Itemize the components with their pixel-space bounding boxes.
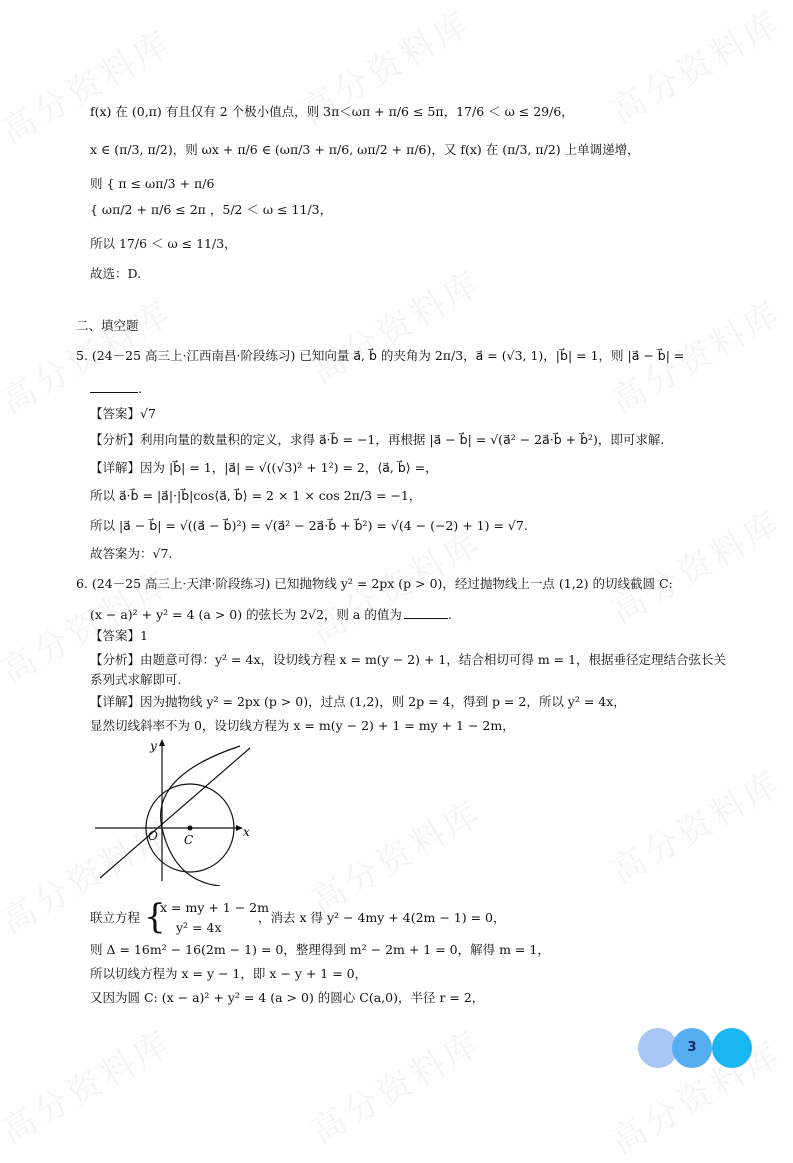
watermark	[300, 256, 489, 393]
center-label: C	[184, 833, 194, 847]
solution-line: 故选：D.	[90, 266, 142, 281]
detail-line: 则 Δ = 16m² − 16(2m − 1) = 0，整理得到 m² − 2m + 1 = 0，解得 m = 1，	[90, 942, 550, 957]
answer-line: 【答案】√7	[90, 406, 156, 421]
origin-label: O	[148, 829, 158, 843]
analysis-line: 【分析】利用向量的数量积的定义，求得 a⃗·b⃗ = −1，再根据 |a⃗ − b⃗| = √(a⃗² − 2a⃗·b⃗ + b⃗²)，即可求解.	[90, 432, 665, 447]
system-prefix: 联立方程	[90, 910, 141, 925]
detail-line: 显然切线斜率不为 0，设切线方程为 x = m(y − 2) + 1 = my + 1 − 2m，	[90, 718, 515, 733]
y-label: y	[150, 739, 157, 753]
answer-blank-line	[90, 380, 142, 396]
solution-line: 所以 17/6 ＜ ω ≤ 11/3，	[90, 236, 237, 251]
watermark	[600, 496, 789, 633]
analysis-line: 系列式求解即可.	[90, 672, 182, 687]
question-stem: 5. (24－25 高三上·江西南昌·阶段练习) 已知向量 a⃗, b⃗ 的夹角为 2π/3，a⃗ = (√3, 1)，|b⃗| = 1，则 |a⃗ − b⃗| =	[76, 348, 685, 363]
solution-line: f(x) 在 (0,π) 有且仅有 2 个极小值点，则 3π＜ωπ + π/6 ≤ 5π，17/6 ＜ ω ≤ 29/6，	[90, 104, 574, 119]
center-point	[188, 826, 193, 831]
detail-line: 【详解】因为抛物线 y² = 2px (p > 0)，过点 (1,2)，则 2p = 4，得到 p = 2，所以 y² = 4x，	[90, 694, 626, 709]
detail-line: 又因为圆 C: (x − a)² + y² = 4 (a > 0) 的圆心 C(a,0)，半径 r = 2，	[90, 990, 485, 1005]
stem-end: .	[447, 607, 452, 622]
detail-line: 所以 |a⃗ − b⃗| = √((a⃗ − b⃗)²) = √(a⃗² − 2a⃗·b⃗ + b⃗²) = √(4 − (−2) + 1) = √7.	[90, 518, 528, 533]
solution-line: { ωπ/2 + π/6 ≤ 2π ，5/2 ＜ ω ≤ 11/3，	[90, 202, 333, 217]
stem-text: (x − a)² + y² = 4 (a > 0) 的弦长为 2√2，则 a 的值为	[90, 607, 402, 622]
question-stem-cont	[90, 606, 452, 622]
section-title: 二、填空题	[76, 318, 139, 333]
solution-line: 则 { π ≤ ωπ/3 + π/6	[90, 176, 215, 191]
system-eq-1: x = my + 1 − 2m	[160, 900, 269, 915]
answer-blank	[404, 606, 448, 619]
solution-line: x ∈ (π/3, π/2)，则 ωx + π/6 ∈ (ωπ/3 + π/6, ωπ/2 + π/6)，又 f(x) 在 (π/3, π/2) 上单调递增，	[90, 142, 640, 157]
detail-line: 所以 a⃗·b⃗ = |a⃗|·|b⃗|cos⟨a⃗, b⃗⟩ = 2 × 1 × cos 2π/3 = −1，	[90, 488, 422, 503]
watermark	[0, 1016, 180, 1153]
detail-line: 所以切线方程为 x = y − 1，即 x − y + 1 = 0，	[90, 966, 368, 981]
analysis-line: 【分析】由题意可得：y² = 4x，设切线方程 x = m(y − 2) + 1，结合相切可得 m = 1，根据垂径定理结合弦长关	[90, 652, 727, 667]
watermark	[300, 1016, 489, 1153]
system-eq-2: y² = 4x	[176, 920, 222, 935]
system-brace: {	[144, 897, 166, 937]
detail-line: 【详解】因为 |b⃗| = 1，|a⃗| = √((√3)² + 1²) = 2，⟨a⃗, b⃗⟩ =，	[90, 460, 438, 475]
stem-end: .	[138, 381, 142, 396]
watermark	[0, 16, 180, 153]
watermark	[300, 786, 489, 923]
geometry-figure	[90, 736, 270, 886]
x-axis-arrow	[236, 825, 243, 831]
detail-line: 故答案为：√7.	[90, 546, 173, 561]
answer-line: 【答案】1	[90, 628, 148, 643]
page-number-badge	[638, 1028, 758, 1068]
watermark	[600, 0, 789, 133]
x-label: x	[243, 825, 250, 839]
answer-blank	[90, 380, 138, 393]
question-stem: 6. (24－25 高三上·天津·阶段练习) 已知抛物线 y² = 2px (p > 0)，经过抛物线上一点 (1,2) 的切线截圆 C:	[76, 576, 673, 591]
badge-circle-right	[712, 1028, 752, 1068]
system-suffix: ，消去 x 得 y² − 4my + 4(2m − 1) = 0，	[258, 910, 506, 925]
watermark	[600, 756, 789, 893]
page-number: 3	[687, 1040, 697, 1055]
y-axis-arrow	[159, 739, 165, 746]
tangent-line	[100, 748, 250, 878]
